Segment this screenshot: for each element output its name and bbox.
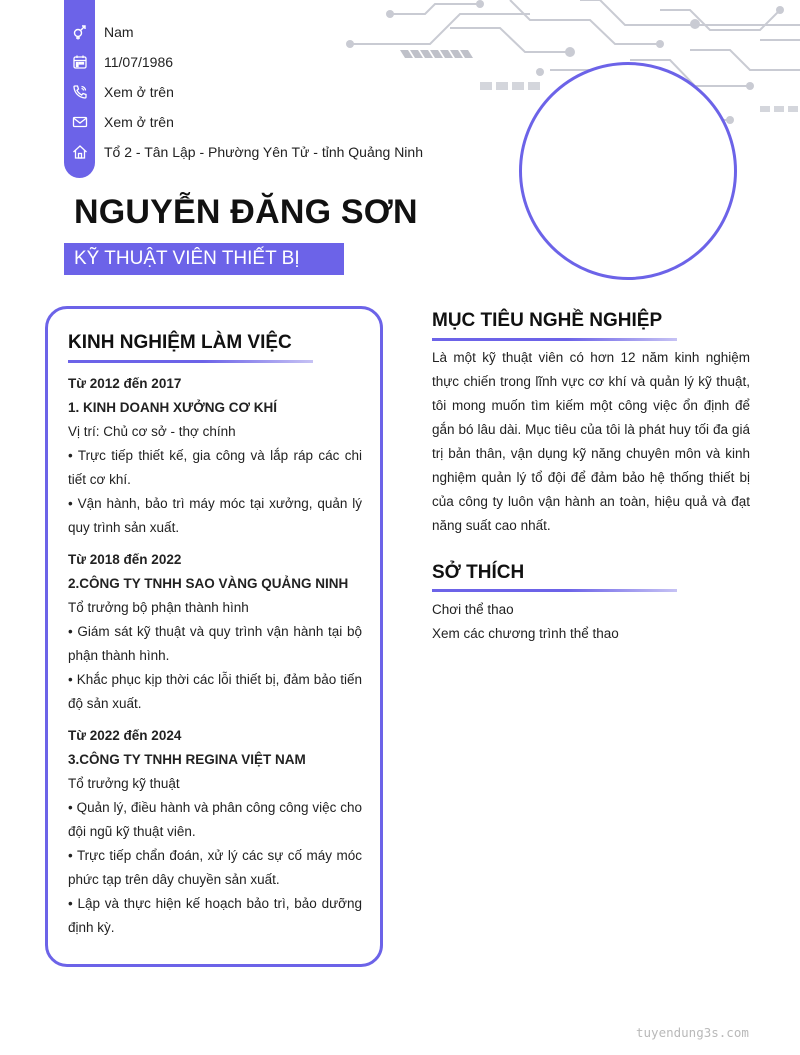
watermark: tuyendung3s.com [636, 1025, 749, 1040]
hobbies-underline [432, 589, 677, 592]
home-icon [64, 142, 95, 162]
experience-list [68, 372, 362, 940]
job-title: KỸ THUẬT VIÊN THIẾT BỊ [64, 243, 344, 275]
job-entry [68, 724, 362, 940]
contact-email[interactable]: Xem ở trên [104, 114, 174, 130]
objective-underline [432, 338, 677, 341]
candidate-name: NGUYỄN ĐĂNG SƠN [74, 193, 418, 231]
hobby-item: Chơi thể thao [432, 602, 514, 617]
job-bullet: • Trực tiếp chẩn đoán, xử lý các sự cố máy móc phức tạp trên dây chuyền sản xuất. [68, 848, 362, 887]
mail-icon [64, 112, 95, 132]
objective-text: Là một kỹ thuật viên có hơn 12 năm kinh nghiệm thực chiến trong lĩnh vực cơ khí và quản lý kỹ thuật, tôi mong muốn tìm kiếm một công việc ổn định để gắn bó lâu dài. Mục tiêu của tôi là phát huy tối đa giá trị bản thân, vận dụng kỹ năng chuyên môn và kinh nghiệm quản lý tổ đội để đảm bảo hệ thống thiết bị của công ty luôn vận hành an toàn, hiệu quả và đạt năng suất cao nhất. [432, 350, 750, 533]
job-position: Tổ trưởng bộ phận thành hình [68, 600, 249, 615]
avatar [519, 62, 737, 280]
job-bullet: • Giám sát kỹ thuật và quy trình vận hành tại bộ phận thành hình. [68, 624, 362, 663]
experience-underline [68, 360, 313, 363]
job-period: Từ 2022 đến 2024 [68, 728, 182, 743]
job-bullet: • Lập và thực hiện kế hoạch bảo trì, bảo dưỡng định kỳ. [68, 896, 362, 935]
contact-phone[interactable]: Xem ở trên [104, 84, 174, 100]
contact-birthday: 11/07/1986 [104, 54, 174, 70]
objective-title: MỤC TIÊU NGHỀ NGHIỆP [432, 310, 663, 331]
job-period: Từ 2012 đến 2017 [68, 376, 182, 391]
job-bullet: • Khắc phục kịp thời các lỗi thiết bị, đảm bảo tiến độ sản xuất. [68, 672, 362, 711]
experience-title: KINH NGHIỆM LÀM VIỆC [68, 332, 292, 353]
hobbies-list [432, 598, 750, 646]
contact-gender: Nam [104, 24, 134, 40]
job-company: 3.CÔNG TY TNHH REGINA VIỆT NAM [68, 752, 306, 767]
contact-address: Tổ 2 - Tân Lập - Phường Yên Tử - tỉnh Quảng Ninh [104, 144, 423, 160]
job-position: Tổ trưởng kỹ thuật [68, 776, 180, 791]
phone-icon [64, 82, 95, 102]
job-bullet: • Vận hành, bảo trì máy móc tại xưởng, quản lý quy trình sản xuất. [68, 496, 362, 535]
job-entry [68, 548, 362, 716]
job-period: Từ 2018 đến 2022 [68, 552, 182, 567]
gender-icon [64, 22, 95, 42]
job-company: 1. KINH DOANH XƯỞNG CƠ KHÍ [68, 400, 277, 415]
hobbies-title: SỞ THÍCH [432, 562, 525, 583]
job-entry [68, 372, 362, 540]
job-bullet: • Quản lý, điều hành và phân công công việc cho đội ngũ kỹ thuật viên. [68, 800, 362, 839]
job-company: 2.CÔNG TY TNHH SAO VÀNG QUẢNG NINH [68, 576, 349, 591]
job-position: Vị trí: Chủ cơ sở - thợ chính [68, 424, 236, 439]
job-bullet: • Trực tiếp thiết kế, gia công và lắp ráp các chi tiết cơ khí. [68, 448, 362, 487]
calendar-icon [64, 52, 95, 72]
hobby-item: Xem các chương trình thể thao [432, 626, 619, 641]
